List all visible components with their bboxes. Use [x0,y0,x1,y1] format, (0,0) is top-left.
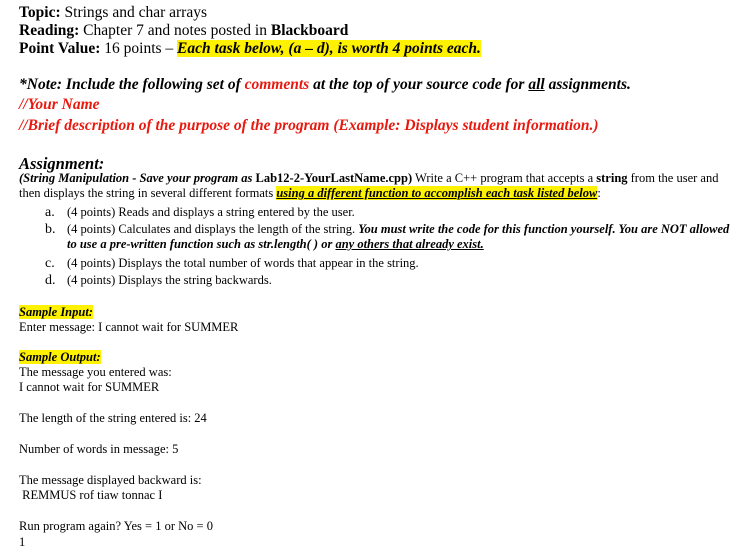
task-text: (4 points) Displays the total number of words that appear in the string. [67,256,419,270]
task-marker: d. [45,273,56,288]
intro-text: Write a C++ program that accepts a [412,171,597,185]
note-text-b: at the top of your source code for [309,76,529,93]
task-text: (4 points) Calculates and displays the length of the string. [67,222,359,236]
sample-input-line: Enter message: I cannot wait for SUMMER [19,320,239,334]
reading-value: Chapter 7 and notes posted in [79,22,271,39]
topic-label: Topic: [19,4,61,21]
note-text-c: assignments. [544,76,631,93]
output-line: The message you entered was: [19,365,172,379]
task-b [45,222,735,251]
output-line: REMMUS rof tiaw tonnac I [19,488,163,502]
task-marker: b. [45,222,56,237]
note-line-3: //Brief description of the purpose of the program (Example: Displays student information.) [19,117,599,134]
task-b-emphasis: You must write the code for this function yourself. You are NOT allowed to use a pre-written function such as str.length( ) or [67,222,730,251]
task-text: (4 points) Reads and displays a string entered by the user. [67,205,355,219]
task-marker: a. [45,205,55,220]
sample-output-label [19,350,101,365]
assignment-title: Assignment: [19,154,105,173]
output-line: The length of the string entered is: 24 [19,411,207,425]
task-text-group [67,222,735,252]
intro-text-2: from the user and then displays the string in several different formats [19,171,719,200]
task-c [45,256,735,271]
note-all: all [528,76,545,93]
task-marker: c. [45,256,55,271]
task-a [45,205,735,220]
reading-label: Reading: [19,22,80,39]
output-line: Number of words in message: 5 [19,442,179,456]
points-line [19,40,481,58]
sample-input-heading: Sample Input: [19,305,93,319]
points-value: 16 points – [100,40,178,57]
intro-highlight: using a different function to accomplish each task listed below [276,186,598,200]
output-line: The message displayed backward is: [19,473,202,487]
note-line-1 [19,76,631,94]
topic-line [19,4,207,22]
intro-string: string [596,171,628,185]
points-highlight: Each task below, (a – d), is worth 4 points each. [177,40,481,57]
task-b-underline: any others that already exist. [335,237,484,251]
note-comments: comments [244,76,310,93]
output-line: Run program again? Yes = 1 or No = 0 [19,519,213,533]
topic-value: Strings and char arrays [60,4,207,21]
intro-end: : [597,186,601,200]
task-d [45,273,735,288]
intro-bi: (String Manipulation - Save your program as [19,171,256,185]
note-line-2: //Your Name [19,96,100,113]
reading-line [19,22,348,40]
output-line: I cannot wait for SUMMER [19,380,160,394]
points-label: Point Value: [19,40,101,57]
output-line: 1 [19,535,26,549]
reading-blackboard: Blackboard [270,22,349,39]
task-text: (4 points) Displays the string backwards. [67,273,272,287]
intro-file: Lab12-2-YourLastName.cpp) [255,171,413,185]
sample-input-label [19,305,93,320]
assignment-intro [19,171,739,201]
sample-output-heading: Sample Output: [19,350,101,364]
note-text-a: *Note: Include the following set of [19,76,245,93]
